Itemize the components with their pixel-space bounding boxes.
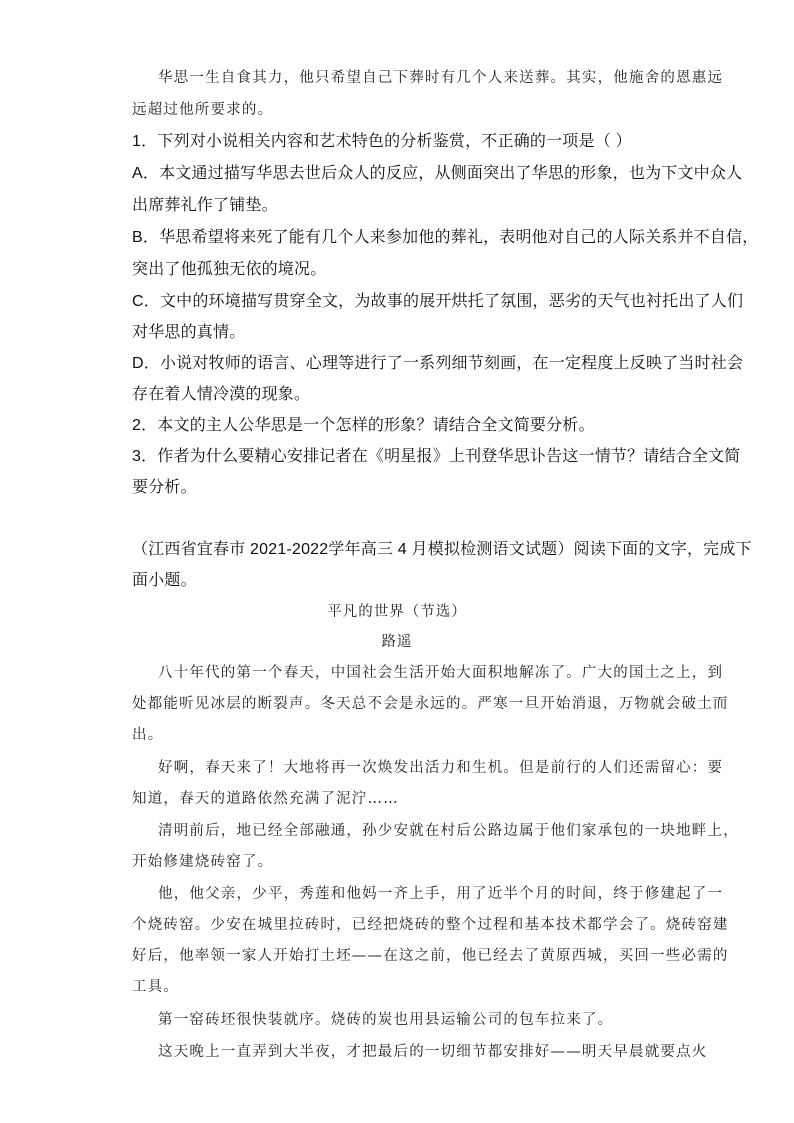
p3-line-2: 开始修建烧砖窑了。 [132, 854, 274, 870]
passage-author: 路遥 [381, 634, 413, 650]
question-1-stem: 1．下列对小说相关内容和艺术特色的分析鉴赏，不正确的一项是（ ） [132, 133, 632, 150]
option-b-line-2: 突出了他孤独无依的境况。 [132, 261, 327, 278]
p4-line-1: 他，他父亲，少平，秀莲和他妈一齐上手，用了近半个月的时间，终于修建起了一 [158, 886, 724, 902]
option-c-line-2: 对华思的真情。 [132, 324, 246, 341]
p2-line-2: 知道，春天的道路依然充满了泥泞…… [132, 791, 399, 807]
p4-line-2: 个烧砖窑。少安在城里拉砖时，已经把烧砖的整个过程和基本技术都学会了。烧砖窑建 [132, 917, 729, 933]
p1-line-3: 出。 [132, 727, 164, 743]
p4-line-3: 好后，他率领一家人开始打土坯——在这之前，他已经去了黄原西城，买回一些必需的 [132, 948, 729, 964]
option-a-line-1: A．本文通过描写华思去世后众人的反应，从侧面突出了华思的形象，也为下文中众人 [132, 165, 743, 182]
p1-line-2: 处都能听见冰层的断裂声。冬天总不会是永远的。严寒一旦开始消退，万物就会破土而 [132, 696, 729, 712]
option-d-line-1: D．小说对牧师的语言、心理等进行了一系列细节刻画，在一定程度上反映了当时社会 [132, 355, 744, 372]
p4-line-4: 工具。 [132, 979, 180, 995]
question-2: 2．本文的主人公华思是一个怎样的形象？请结合全文简要分析。 [132, 417, 595, 434]
question-3-line-1: 3．作者为什么要精心安排记者在《明星报》上刊登华思讣告这一情节？请结合全文简 [132, 448, 741, 465]
passage-title: 平凡的世界（节选） [327, 604, 467, 620]
p5-line-1: 第一窑砖坯很快装就序。烧砖的炭也用县运输公司的包车拉来了。 [158, 1012, 614, 1028]
option-d-line-2: 存在着人情冷漠的现象。 [132, 386, 311, 403]
option-b-line-1: B．华思希望将来死了能有几个人来参加他的葬礼，表明他对自己的人际关系并不自信， [132, 229, 759, 246]
option-c-line-1: C．文中的环境描写贯穿全文，为故事的展开烘托了氛围，恶劣的天气也衬托出了人们 [132, 293, 744, 310]
passage1-line-2: 远超过他所要求的。 [132, 102, 274, 118]
passage1-line-1: 华思一生自食其力，他只希望自己下葬时有几个人来送葬。其实，他施舍的恩惠远 [158, 70, 724, 86]
section2-intro-line-2: 面小题。 [132, 572, 197, 589]
question-3-line-2: 要分析。 [132, 479, 197, 496]
p1-line-1: 八十年代的第一个春天，中国社会生活开始大面积地解冻了。广大的国土之上，到 [158, 665, 724, 681]
p6-line-1: 这天晚上一直弄到大半夜，才把最后的一切细节都安排好——明天早晨就要点火 [158, 1044, 708, 1060]
p3-line-1: 清明前后，地已经全部融通，孙少安就在村后公路边属于他们家承包的一块地畔上， [158, 823, 739, 839]
option-a-line-2: 出席葬礼作了铺垫。 [132, 197, 278, 214]
section2-intro-line-1: （江西省宜春市 2021-2022学年高三 4 月模拟检测语文试题）阅读下面的文字，完成下 [132, 541, 752, 558]
p2-line-1: 好啊，春天来了！大地将再一次焕发出活力和生机。但是前行的人们还需留心：要 [158, 760, 724, 776]
